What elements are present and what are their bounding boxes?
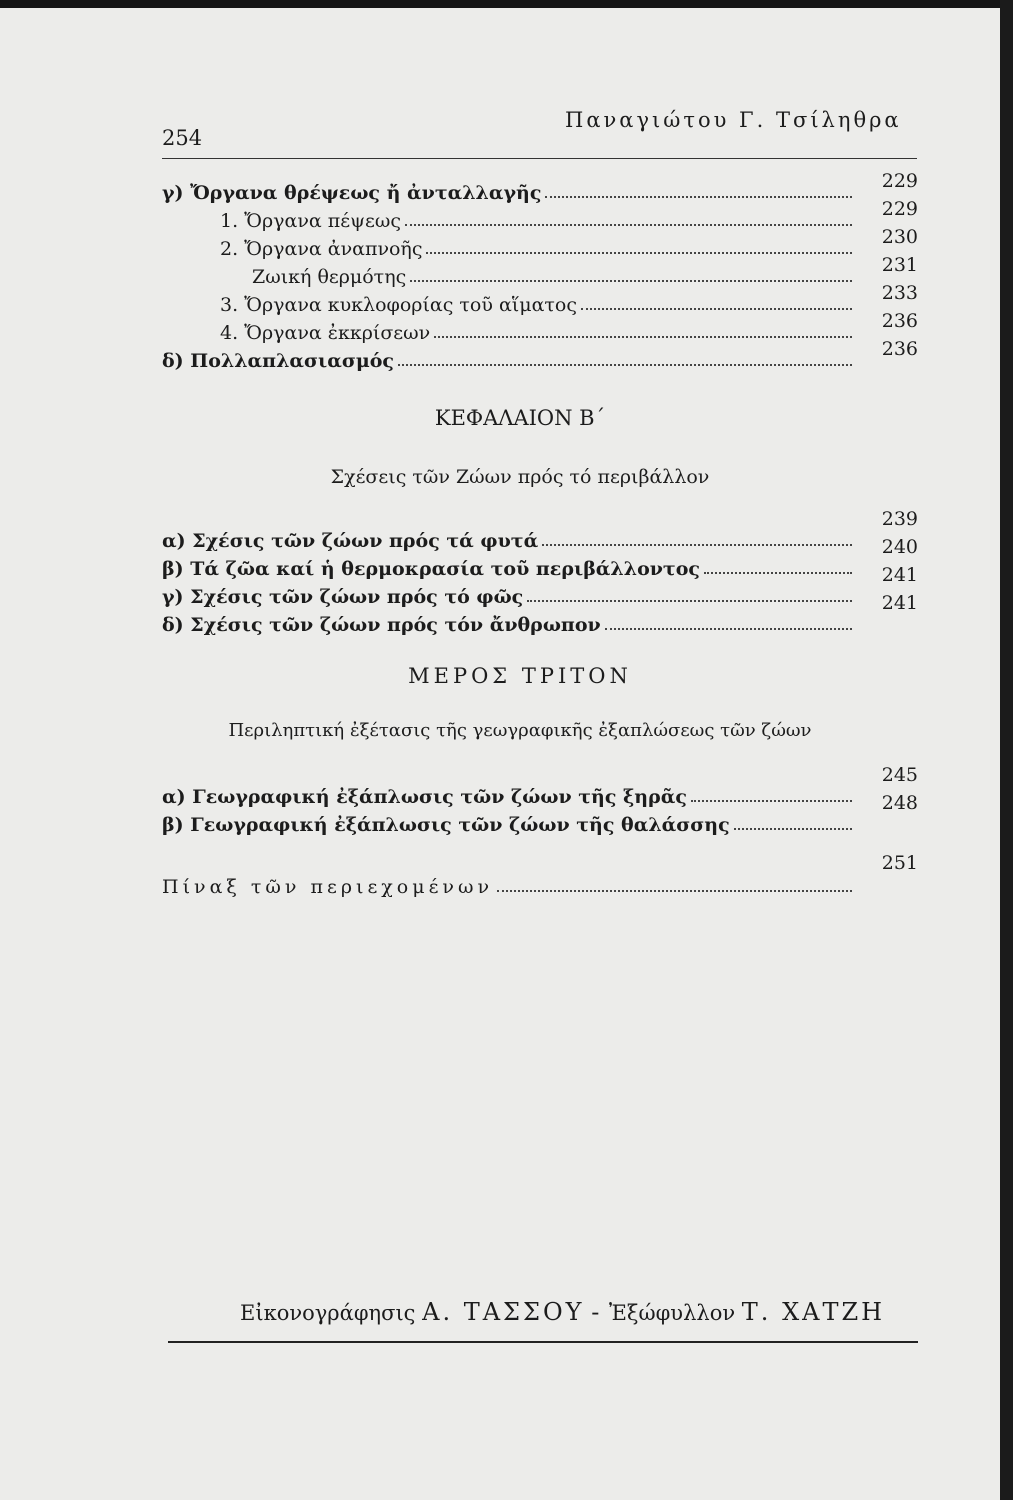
toc-entry xyxy=(162,808,852,836)
dot-leader xyxy=(734,828,852,830)
dot-leader xyxy=(691,800,852,802)
toc-entry-title: α) Γεωγραφική ἐξάπλωσις τῶν ζώων τῆς ξηρᾶς xyxy=(162,786,687,808)
footer-rule xyxy=(168,1341,918,1343)
cover-artist-name: Τ. ΧΑΤΖΗ xyxy=(741,1298,886,1326)
toc-entry-title: β) Τά ζῶα καί ἡ θερμοκρασία τοῦ περιβάλλοντος xyxy=(162,558,700,580)
running-header-author: Παναγιώτου Γ. Τσίληθρα xyxy=(565,108,902,132)
toc-entry-page: 251 xyxy=(881,852,918,874)
toc-entry-page: 241 xyxy=(881,592,918,614)
chapter-subtitle: Σχέσεις τῶν Ζώων πρός τό περιβάλλον xyxy=(330,466,710,488)
toc-entry-page: 248 xyxy=(881,792,918,814)
toc-entry-page: 245 xyxy=(881,764,918,786)
toc-entry-page: 231 xyxy=(881,254,918,276)
dot-leader xyxy=(405,224,852,226)
toc-entry-title: β) Γεωγραφική ἐξάπλωσις τῶν ζώων τῆς θαλάσσης xyxy=(162,814,730,836)
dot-leader xyxy=(704,572,852,574)
dot-leader xyxy=(545,196,852,198)
toc-entry-title: δ) Σχέσις τῶν ζώων πρός τόν ἄνθρωπον xyxy=(162,614,601,636)
toc-entry-title: 3. Ὄργανα κυκλοφορίας τοῦ αἵματος xyxy=(220,294,577,316)
toc-entry-page: 239 xyxy=(881,508,918,530)
toc-entry xyxy=(162,608,852,636)
dot-leader xyxy=(581,308,852,310)
chapter-heading: ΚΕΦΑΛΑΙΟΝ Β΄ xyxy=(434,406,606,430)
toc-entry-page: 229 xyxy=(881,198,918,220)
toc-entry xyxy=(162,552,852,580)
dot-leader xyxy=(497,890,852,892)
toc-entry-title: γ) Ὄργανα θρέψεως ἤ ἀνταλλαγῆς xyxy=(162,182,542,204)
toc-entry xyxy=(162,524,852,552)
toc-entry xyxy=(220,204,852,232)
dot-leader xyxy=(410,280,852,282)
toc-entry xyxy=(162,580,852,608)
dot-leader xyxy=(426,252,852,254)
toc-entry-title: 4. Ὄργανα ἐκκρίσεων xyxy=(220,322,431,344)
page-number: 254 xyxy=(162,126,203,150)
dot-leader xyxy=(542,544,852,546)
toc-entry-page: 241 xyxy=(881,564,918,586)
toc-entry-page: 230 xyxy=(881,226,918,248)
dot-leader xyxy=(605,628,852,630)
toc-entry-page: 233 xyxy=(881,282,918,304)
part-subtitle: Περιληπτική ἐξέτασις τῆς γεωγραφικῆς ἐξαπλώσεως τῶν ζώων xyxy=(228,720,812,741)
toc-entry-title: Ζωική θερμότης xyxy=(252,266,407,288)
toc-entry-page: 236 xyxy=(881,338,918,360)
toc-entry xyxy=(220,232,852,260)
toc-entry xyxy=(220,288,852,316)
toc-entry xyxy=(220,316,852,344)
toc-entry-title: α) Σχέσις τῶν ζώων πρός τά φυτά xyxy=(162,530,539,552)
illustration-label: Εἰκονογράφησις xyxy=(240,1301,416,1325)
toc-entry-page: 236 xyxy=(881,310,918,332)
toc-entry-title: γ) Σχέσις τῶν ζώων πρός τό φῶς xyxy=(162,586,524,608)
scan-right-edge xyxy=(1000,0,1013,1500)
cover-label: Ἐξώφυλλον xyxy=(609,1301,736,1325)
toc-entry-title: 1. Ὄργανα πέψεως xyxy=(220,210,401,232)
toc-entry-index xyxy=(162,870,852,898)
dot-leader xyxy=(527,600,852,602)
book-page xyxy=(0,8,1000,1500)
toc-entry-title: Πίναξ τῶν περιεχομένων xyxy=(162,876,494,898)
toc-entry-title: δ) Πολλαπλασιασμός xyxy=(162,350,394,372)
illustrator-name: Α. ΤΑΣΣΟΥ xyxy=(422,1298,585,1326)
part-heading: ΜΕΡΟΣ ΤΡΙΤΟΝ xyxy=(408,664,632,688)
header-rule xyxy=(162,158,917,159)
dot-leader xyxy=(434,336,852,338)
toc-entry-page: 240 xyxy=(881,536,918,558)
toc-entry xyxy=(162,176,852,204)
toc-entry-page: 229 xyxy=(881,170,918,192)
toc-entry-title: 2. Ὄργανα ἀναπνοῆς xyxy=(220,238,423,260)
credits-line xyxy=(240,1298,885,1326)
toc-entry xyxy=(252,260,852,288)
toc-entry xyxy=(162,780,852,808)
credits-separator: - xyxy=(591,1298,603,1326)
dot-leader xyxy=(398,364,852,366)
toc-entry xyxy=(162,344,852,372)
